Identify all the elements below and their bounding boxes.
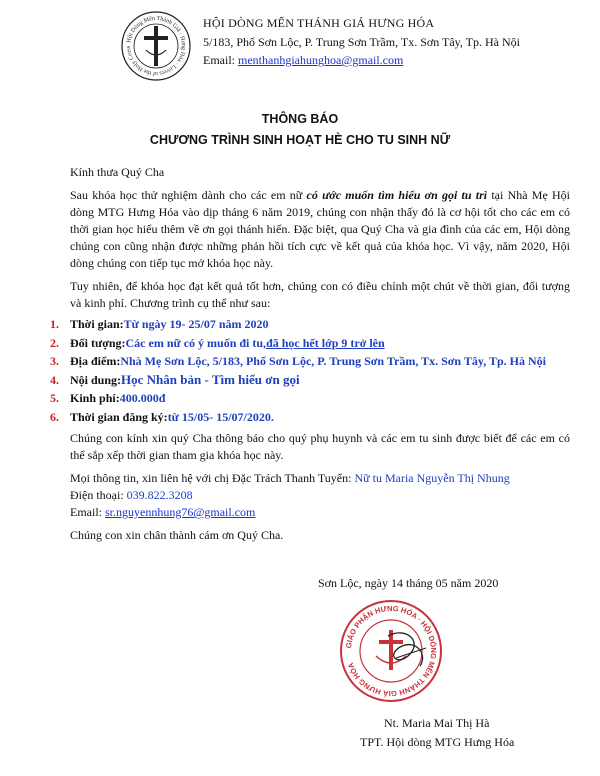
thanks-line: Chúng con xin chân thành cám ơn Quý Cha. (70, 528, 284, 542)
paragraph-2: Tuy nhiên, để khóa học đạt kết quả tốt hơn, chúng con có điều chỉnh một chút về thời gian, đối tượng và kinh phí. Chương trình cụ thể như sau: (70, 279, 570, 310)
svg-text:GIÁO PHẬN HƯNG HÓA · HỘI DÒNG: GIÁO PHẬN HƯNG HÓA · HỘI DÒNG MẾN THÁNH GIÁ HƯNG HÓA (344, 603, 439, 699)
notice-subtitle: CHƯƠNG TRÌNH SINH HOẠT HÈ CHO TU SINH NỮ (149, 133, 451, 147)
date-line: Sơn Lộc, ngày 14 tháng 05 năm 2020 (318, 576, 499, 590)
signer-name: Nt. Maria Mai Thị Hà (384, 716, 490, 730)
letter-body (70, 161, 570, 312)
program-list (50, 315, 580, 426)
organization-name: HỘI DÒNG MẾN THÁNH GIÁ HƯNG HÓA (203, 16, 435, 30)
notice-title: THÔNG BÁO (261, 112, 339, 126)
red-seal-stamp (336, 596, 446, 706)
contact-email-line: Email: sr.nguyennhung76@gmail.com (70, 505, 256, 519)
paragraph-3: Chúng con kính xin quý Cha thông báo cho quý phụ huynh và các em tu sinh được biết để các em có thể sắp xếp thời gian tham gia khóa học này. (70, 431, 570, 462)
list-item: 5. Kinh phí: 400.000đ (50, 391, 166, 405)
svg-text:Hội Dòng Mến Thánh Giá · Hưng: Hội Dòng Mến Thánh Giá · Hưng Hóa · Lovers of the Holy Cross (125, 15, 187, 77)
list-item: 4. Nội dung: Học Nhân bản - Tìm hiểu ơn gọi (50, 371, 300, 387)
closing-section (70, 430, 570, 544)
organization-email-link[interactable]: menthanhgiahunghoa@gmail.com (238, 53, 404, 67)
list-item: 3. Địa điểm: Nhà Mẹ Sơn Lộc, 5/183, Phố Sơn Lộc, P. Trung Sơn Trầm, Tx. Sơn Tây, Tp. Hà Nội (50, 354, 547, 368)
list-item: 2. Đối tượng: Các em nữ có ý muốn đi tu, đã học hết lớp 9 trở lên (50, 335, 385, 350)
list-item: 1. Thời gian: Từ ngày 19- 25/07 năm 2020 (50, 317, 269, 331)
phone-number: 039.822.3208 (126, 488, 193, 502)
paragraph-1: Sau khóa học thử nghiệm dành cho các em nữ có ước muốn tìm hiểu ơn gọi tu trì tại Nhà Mẹ Hội dòng MTG Hưng Hóa vào dịp tháng 6 năm 2019, chúng con nhận thấy đó là cơ hội tốt cho các em có thời gian học hiểu thêm về ơn gọi thánh hiến. Đặc biệt, qua Quý Cha và gia đình của các em, Hội dòng chúng con cũng nhận được những phản hồi tích cực về kết quả của khóa học. Vì vậy, năm 2020, Hội dòng chúng con tiếp tục mở khóa học này. (70, 188, 571, 270)
emphasis-text: có ước muốn tìm hiểu ơn gọi tu trì (306, 188, 488, 202)
contact-line: Mọi thông tin, xin liên hệ với chị Đặc Trách Thanh Tuyển: Nữ tu Maria Nguyễn Thị Nhung (70, 471, 510, 485)
salutation: Kính thưa Quý Cha (70, 165, 165, 179)
organization-email-line (203, 51, 520, 70)
contact-name: Nữ tu Maria Nguyễn Thị Nhung (354, 471, 510, 485)
organization-address: 5/183, Phố Sơn Lộc, P. Trung Sơn Trầm, Tx. Sơn Tây, Tp. Hà Nội (203, 34, 520, 49)
list-item: 6. Thời gian đăng ký: từ 15/05- 15/07/2020. (50, 409, 274, 424)
organization-header (203, 14, 520, 70)
phone-line: Điện thoại: 039.822.3208 (70, 488, 193, 502)
signer-title: TPT. Hội dòng MTG Hưng Hóa (360, 735, 515, 749)
email-label: Email: (203, 53, 235, 67)
contact-email-link[interactable]: sr.nguyennhung76@gmail.com (105, 505, 256, 519)
congregation-logo (120, 10, 192, 82)
